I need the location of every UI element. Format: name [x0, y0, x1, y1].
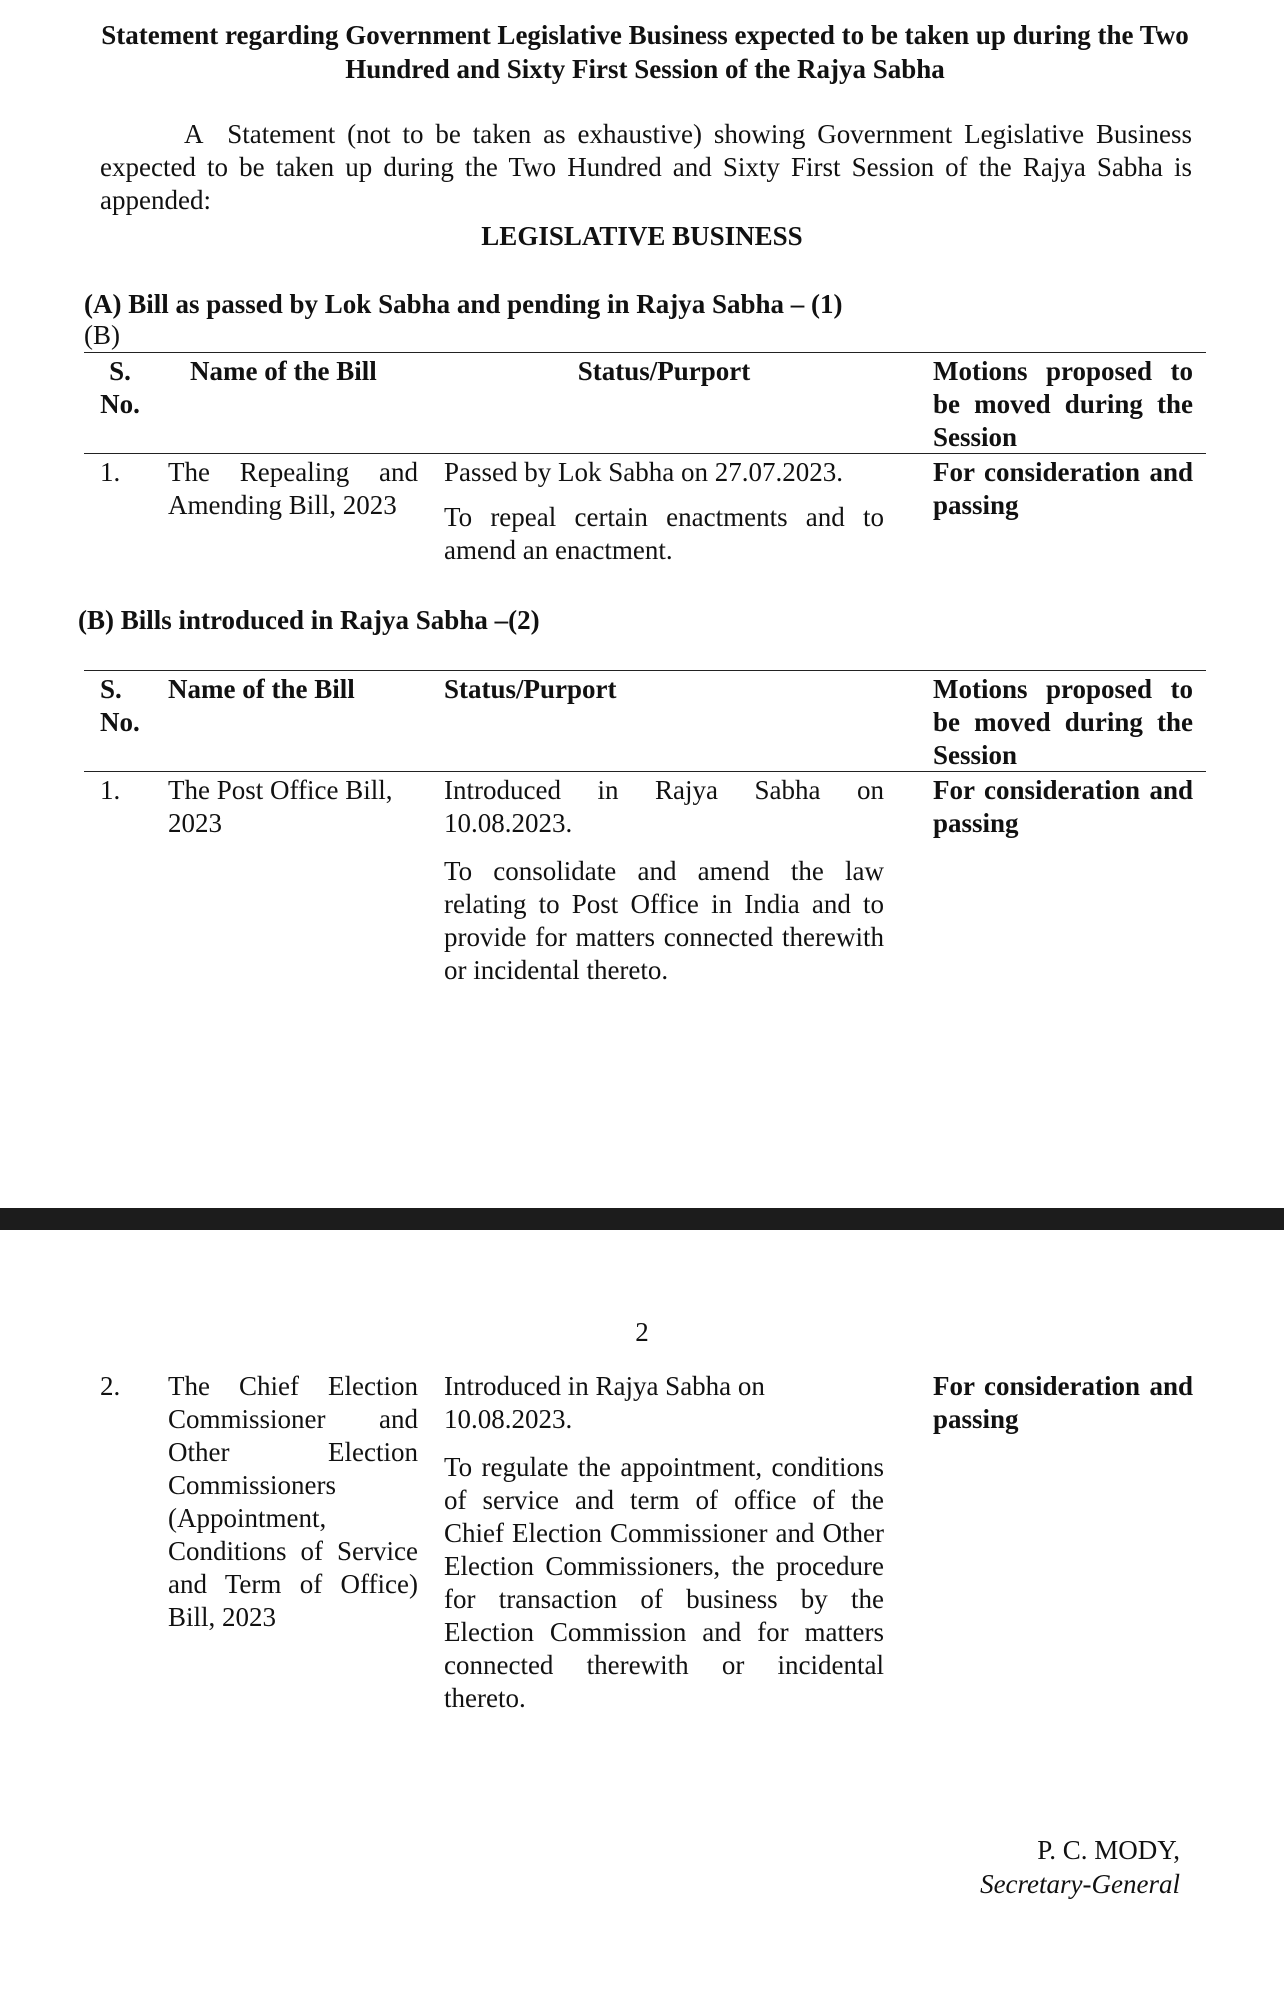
table-b-row-1-status-text: Introduced in Rajya Sabha on 10.08.2023.	[444, 775, 884, 838]
table-a-header-name: Name of the Bill	[190, 356, 377, 386]
signatory-name: P. C. MODY,	[1037, 1835, 1180, 1865]
table-b-row-2-purport: To regulate the appointment, conditions of service and term of office of the Chief Election Commissioner and Other Election Commissioners, the procedure for transaction of business by the Election Commission and for matters connected therewith or incidental thereto.	[444, 1452, 884, 1713]
table-a-row-1-purport: To repeal certain enactments and to amend an enactment.	[444, 502, 884, 565]
table-a-row-1-name: The Repealing and Amending Bill, 2023	[168, 457, 418, 520]
signatory-designation: Secretary-General	[980, 1869, 1180, 1899]
table-b-row-1-sno: 1.	[100, 775, 121, 805]
table-a-header-sno: S. No.	[100, 356, 140, 419]
section-a-orphan-label: (B)	[84, 320, 120, 350]
page-separator	[0, 1208, 1284, 1230]
table-a-top-rule	[84, 352, 1206, 353]
section-a-heading: (A) Bill as passed by Lok Sabha and pending in Rajya Sabha – (1)	[84, 289, 843, 319]
table-b-row-1-name: The Post Office Bill, 2023	[168, 775, 393, 838]
table-b-row-1-status	[444, 774, 884, 987]
table-b-header-rule	[84, 771, 1206, 772]
table-a-header-motion: Motions proposed to be moved during the Session	[933, 356, 1193, 452]
intro-lead: A	[184, 119, 204, 149]
table-a-row-1-status-text: Passed by Lok Sabha on 27.07.2023.	[444, 457, 843, 487]
section-b-heading: (B) Bills introduced in Rajya Sabha –(2)	[78, 605, 540, 635]
table-b-row-2-status-text: Introduced in Rajya Sabha on 10.08.2023.	[444, 1371, 765, 1434]
table-b-top-rule	[84, 670, 1206, 671]
table-b-row-1-purport: To consolidate and amend the law relating to Post Office in India and to provide for matters connected therewith or incidental thereto.	[444, 856, 884, 985]
table-b-header-sno: S. No.	[100, 674, 140, 737]
table-b-header-status: Status/Purport	[444, 674, 617, 704]
table-b-row-2-motion: For consideration and passing	[933, 1371, 1193, 1434]
table-b-header-motion: Motions proposed to be moved during the Session	[933, 674, 1193, 770]
table-a-header-status: Status/Purport	[577, 356, 751, 386]
page-number: 2	[635, 1317, 649, 1347]
document-title: Statement regarding Government Legislative Business expected to be taken up during the Two Hundred and Sixty First Session of the Rajya Sabha	[101, 20, 1189, 84]
table-b-row-2-status	[444, 1370, 884, 1715]
table-b-row-2-sno: 2.	[100, 1371, 121, 1401]
intro-paragraph	[100, 118, 1192, 217]
table-a-row-1-status	[444, 456, 884, 567]
table-a-row-1-sno: 1.	[100, 457, 121, 487]
table-a-row-1-motion: For consideration and passing	[933, 457, 1193, 520]
intro-text: Statement (not to be taken as exhaustive) showing Government Legislative Business expected to be taken up during the Two Hundred and Sixty First Session of the Rajya Sabha is appended:	[100, 119, 1192, 215]
table-b-row-2-name: The Chief Election Commissioner and Other Election Commissioners (Appointment, Conditions of Service and Term of Office) Bill, 2023	[168, 1371, 418, 1632]
legislative-business-heading: LEGISLATIVE BUSINESS	[481, 221, 803, 251]
signature-block	[980, 1833, 1180, 1901]
table-a-header-rule	[84, 453, 1206, 454]
table-b-row-1-motion: For consideration and passing	[933, 775, 1193, 838]
table-b-header-name: Name of the Bill	[168, 674, 355, 704]
